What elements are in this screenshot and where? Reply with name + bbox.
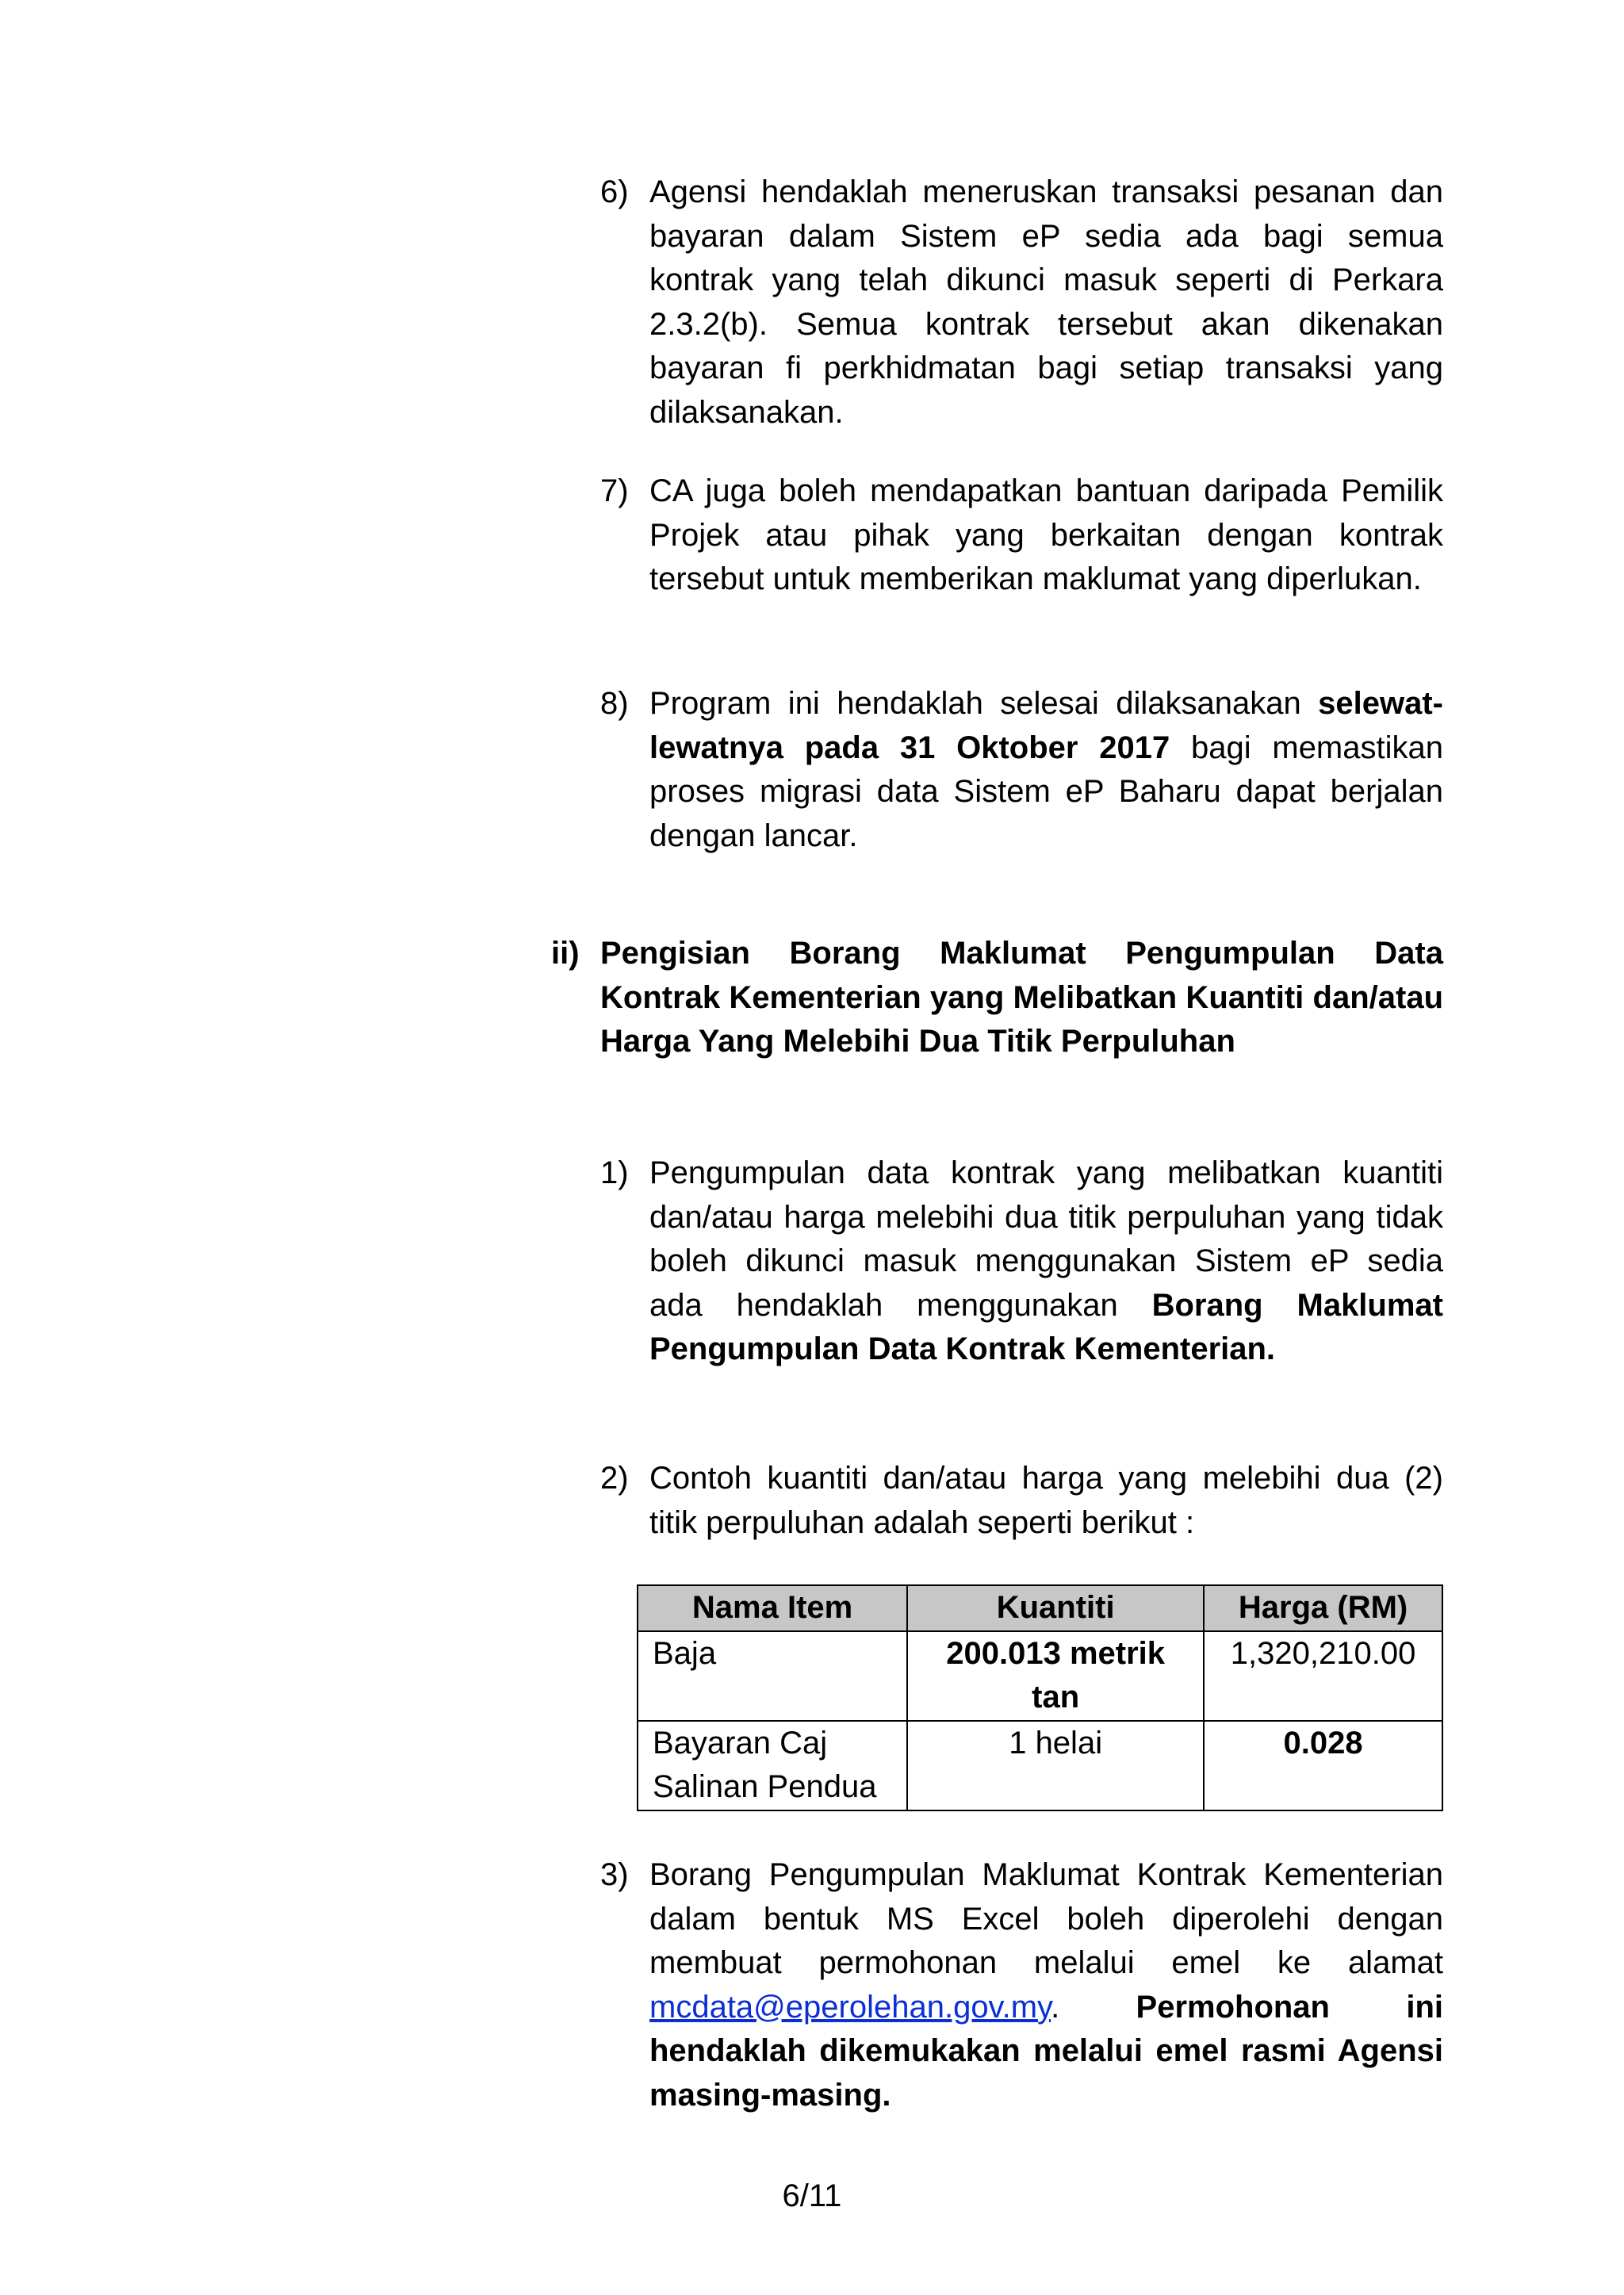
list-item-number: 6) bbox=[600, 174, 629, 209]
email-link[interactable]: mcdata@eperolehan.gov.my bbox=[649, 1989, 1051, 2025]
list-item-text bbox=[649, 682, 1443, 858]
text-segment: bagi memastikan proses migrasi data Sistem eP Baharu dapat berjalan dengan lancar. bbox=[649, 730, 1443, 853]
section-title: Pengisian Borang Maklumat Pengumpulan Data Kontrak Kementerian yang Melibatkan Kuantiti dan/atau Harga Yang Melebihi Dua Titik Perpuluhan bbox=[600, 936, 1443, 1059]
list-item-1 bbox=[600, 1151, 1443, 1372]
list-item-text bbox=[649, 1853, 1443, 2117]
table-header-row bbox=[638, 1585, 1442, 1631]
page-number: 6/11 bbox=[782, 2178, 842, 2213]
list-item-text bbox=[649, 1151, 1443, 1372]
form-name-emphasis: Borang Maklumat Pengumpulan Data Kontrak Kementerian. bbox=[649, 1287, 1443, 1366]
section-number: ii) bbox=[551, 936, 580, 971]
instruction-emphasis: Permohonan ini hendaklah dikemukakan melalui emel rasmi Agensi masing-masing. bbox=[649, 1989, 1443, 2113]
table-row bbox=[638, 1631, 1442, 1721]
list-item-text: CA juga boleh mendapatkan bantuan daripada Pemilik Projek atau pihak yang berkaitan dengan kontrak tersebut untuk memberikan maklumat yang diperlukan. bbox=[649, 473, 1443, 596]
list-item-number: 8) bbox=[600, 686, 629, 721]
text-segment: Borang Pengumpulan Maklumat Kontrak Kementerian dalam bentuk MS Excel boleh diperolehi dengan membuat permohonan melalui emel ke alamat bbox=[649, 1857, 1443, 1980]
table-row bbox=[638, 1721, 1442, 1810]
text-segment: Program ini hendaklah selesai dilaksanakan bbox=[649, 686, 1319, 721]
list-item-number: 2) bbox=[600, 1461, 629, 1496]
cell-price: 0.028 bbox=[1204, 1721, 1442, 1810]
list-item-text: Agensi hendaklah meneruskan transaksi pesanan dan bayaran dalam Sistem eP sedia ada bagi semua kontrak yang telah dikunci masuk seperti di Perkara 2.3.2(b). Semua kontrak tersebut akan dikenakan bayaran fi perkhidmatan bagi setiap transaksi yang dilaksanakan. bbox=[649, 174, 1443, 430]
column-header-quantity: Kuantiti bbox=[907, 1585, 1204, 1631]
example-table bbox=[637, 1584, 1443, 1811]
list-item-number: 7) bbox=[600, 473, 629, 508]
list-item-number: 3) bbox=[600, 1857, 629, 1892]
cell-quantity: 1 helai bbox=[907, 1721, 1204, 1810]
list-item-number: 1) bbox=[600, 1155, 629, 1190]
column-header-price: Harga (RM) bbox=[1204, 1585, 1442, 1631]
list-item-3 bbox=[600, 1853, 1443, 2117]
column-header-item-name: Nama Item bbox=[638, 1585, 907, 1631]
text-segment: Pengumpulan data kontrak yang melibatkan kuantiti dan/atau harga melebihi dua titik perpuluhan yang tidak boleh dikunci masuk menggunakan Sistem eP sedia ada hendaklah menggunakan bbox=[649, 1155, 1443, 1323]
section-heading-ii bbox=[551, 932, 1443, 1064]
cell-quantity: 200.013 metrik tan bbox=[907, 1631, 1204, 1721]
deadline-emphasis: selewat-lewatnya pada 31 Oktober 2017 bbox=[649, 686, 1443, 765]
text-segment: . bbox=[1051, 1989, 1136, 2025]
list-item-2 bbox=[600, 1457, 1443, 1545]
cell-item-name: Baja bbox=[638, 1631, 907, 1721]
list-item-7 bbox=[600, 469, 1443, 602]
list-item-text: Contoh kuantiti dan/atau harga yang melebihi dua (2) titik perpuluhan adalah seperti berikut : bbox=[649, 1461, 1443, 1540]
cell-price: 1,320,210.00 bbox=[1204, 1631, 1442, 1721]
list-item-8 bbox=[600, 682, 1443, 858]
list-item-6 bbox=[600, 170, 1443, 435]
cell-item-name: Bayaran Caj Salinan Pendua bbox=[638, 1721, 907, 1810]
